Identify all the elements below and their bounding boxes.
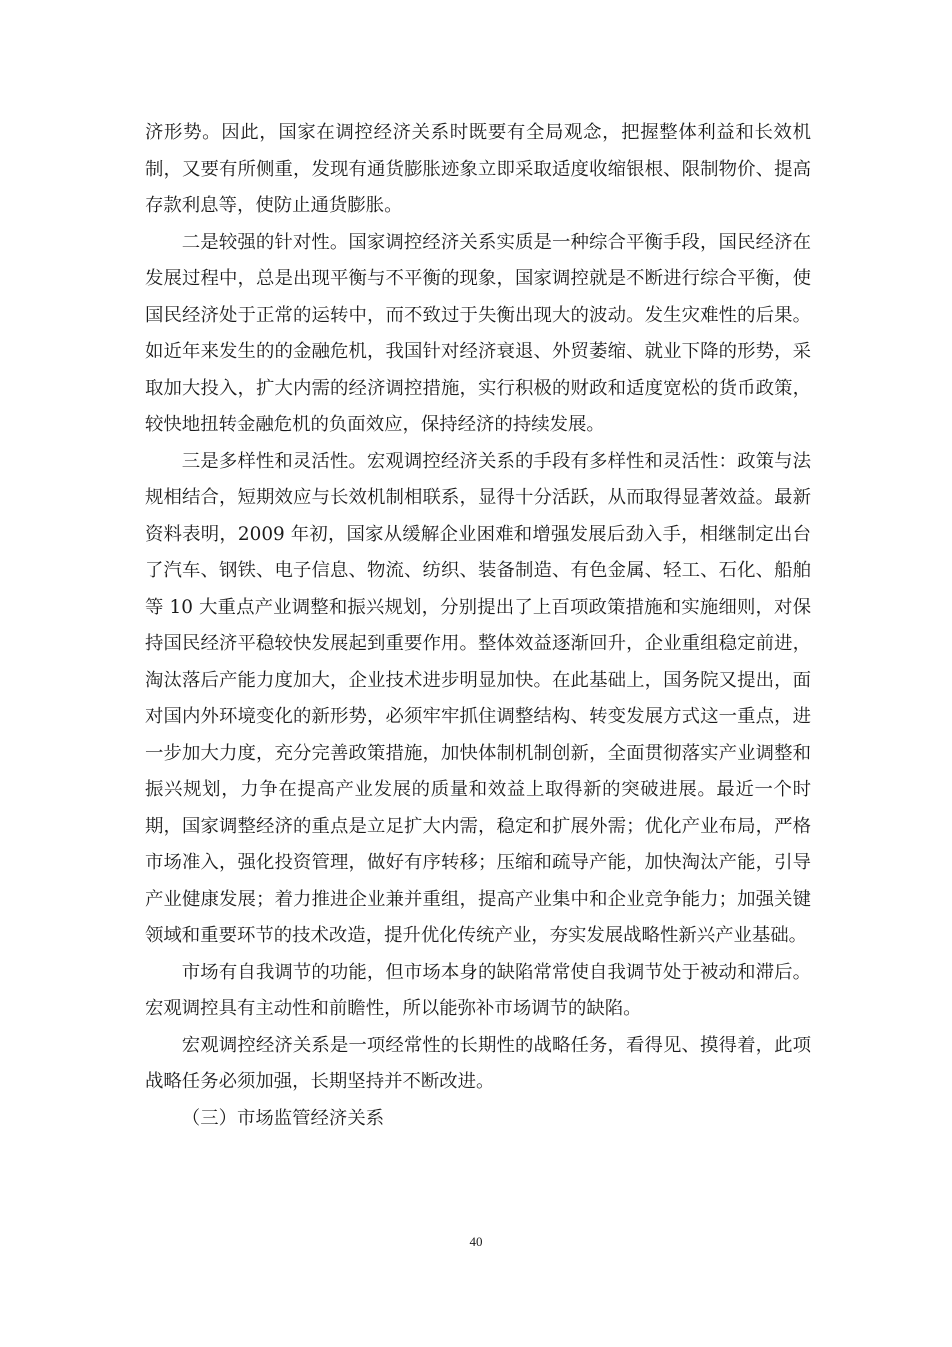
paragraph-continuation: 济形势。因此，国家在调控经济关系时既要有全局观念，把握整体利益和长效机制，又要有所侧重，发现有通货膨胀迹象立即采取适度收缩银根、限制物价、提高存款利息等，使防止通货膨胀。: [145, 122, 811, 216]
paragraph-long-term-task: 宏观调控经济关系是一项经常性的长期性的战略任务，看得见、摸得着，此项战略任务必须加强，长期坚持并不断改进。: [145, 1034, 811, 1092]
paragraph-market-self-regulation: 市场有自我调节的功能，但市场本身的缺陷常常使自我调节处于被动和滞后。宏观调控具有主动性和前瞻性，所以能弥补市场调节的缺陷。: [145, 961, 811, 1019]
page-number: 40: [469, 1234, 483, 1249]
body-text: [145, 115, 811, 1137]
paragraph-targeted: 二是较强的针对性。国家调控经济关系实质是一种综合平衡手段，国民经济在发展过程中，总是出现平衡与不平衡的现象，国家调控就是不断进行综合平衡，使国民经济处于正常的运转中，而不致过于失衡出现大的波动。发生灾难性的后果。如近年来发生的的金融危机，我国针对经济衰退、外贸萎缩、就业下降的形势，采取加大投入，扩大内需的经济调控措施，实行积极的财政和适度宽松的货币政策，较快地扭转金融危机的负面效应，保持经济的持续发展。: [145, 231, 811, 435]
section-heading: （三）市场监管经济关系: [181, 1107, 385, 1129]
paragraph-diversity: 三是多样性和灵活性。宏观调控经济关系的手段有多样性和灵活性：政策与法规相结合，短期效应与长效机制相联系，显得十分活跃，从而取得显著效益。最新资料表明，2009 年初，国家从缓解企业困难和增强发展后劲入手，相继制定出台了汽车、钢铁、电子信息、物流、纺织、装备制造、有色金属、轻工、石化、船舶等 10 大重点产业调整和振兴规划，分别提出了上百项政策措施和实施细则，对保持国民经济平稳较快发展起到重要作用。整体效益逐渐回升，企业重组稳定前进，淘汰落后产能力度加大，企业技术进步明显加快。在此基础上，国务院又提出，面对国内外环境变化的新形势，必须牢牢抓住调整结构、转变发展方式这一重点，进一步加大力度，充分完善政策措施，加快体制机制创新，全面贯彻落实产业调整和振兴规划，力争在提高产业发展的质量和效益上取得新的突破进展。最近一个时期，国家调整经济的重点是立足扩大内需，稳定和扩展外需；优化产业布局，严格市场准入，强化投资管理，做好有序转移；压缩和疏导产能，加快淘汰产能，引导产业健康发展；着力推进企业兼并重组，提高产业集中和企业竞争能力；加强关键领域和重要环节的技术改造，提升优化传统产业，夯实发展战略性新兴产业基础。: [145, 450, 811, 946]
